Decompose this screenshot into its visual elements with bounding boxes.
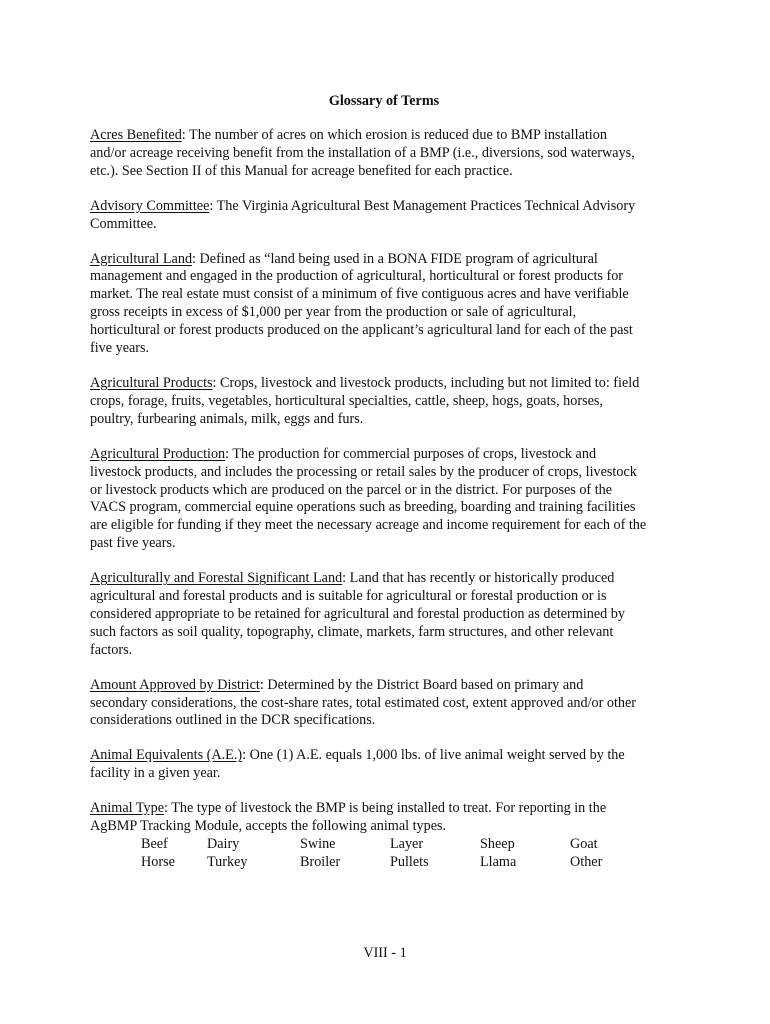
entry-line: [90, 322, 690, 340]
definition-text: horticultural or forest products produced on the applicant’s agricultural land for each of the past: [90, 322, 633, 339]
entry-line: [90, 268, 690, 286]
glossary-entry: [90, 446, 690, 553]
definition-text: facility in a given year.: [90, 765, 221, 782]
glossary-term: Animal Type: [90, 800, 165, 817]
entry-line: [90, 411, 690, 429]
entry-line: [90, 818, 690, 836]
definition-text: considered appropriate to be retained for agricultural and forestal production as determined by: [90, 605, 625, 622]
glossary-term: Advisory Committee: [90, 197, 210, 214]
entry-line: [90, 304, 690, 322]
glossary-page: [90, 92, 690, 872]
entry-line: [90, 464, 690, 482]
entry-line: [90, 446, 690, 464]
animal-types-row: [90, 836, 690, 854]
page-number: VIII - 1: [363, 945, 407, 961]
glossary-entry: [90, 251, 690, 358]
entry-line: [90, 517, 690, 535]
entry-line: [90, 482, 690, 500]
definition-text: and/or acreage receiving benefit from the installation of a BMP (i.e., diversions, sod waterways,: [90, 144, 635, 161]
glossary-term: Agricultural Products: [90, 374, 213, 391]
animal-type: Layer: [390, 836, 424, 852]
animal-type: Llama: [480, 853, 517, 870]
definition-text: such factors as soil quality, topography, climate, markets, farm structures, and other relevant: [90, 623, 614, 640]
entry-line: [90, 588, 690, 606]
glossary-term: Animal Equivalents (A.E.): [90, 747, 243, 764]
entry-line: [90, 286, 690, 304]
definition-text: : The type of livestock the BMP is being installed to treat. For reporting in the: [164, 800, 607, 817]
entry-line: [90, 712, 690, 730]
definition-text: Committee.: [90, 215, 157, 232]
definition-text: : Defined as “land being used in a BONA FIDE program of agricultural: [192, 250, 598, 267]
glossary-entry: [90, 570, 690, 660]
entry-line: [90, 216, 690, 234]
glossary-entry: [90, 198, 690, 234]
animal-type: Swine: [300, 836, 336, 852]
animal-type: Broiler: [300, 853, 341, 870]
definition-text: or livestock products which are produced on the parcel or in the district. For purposes of the: [90, 481, 613, 498]
entry-line: [90, 393, 690, 411]
animal-types-row: [90, 854, 690, 872]
entry-line: [90, 695, 690, 713]
definition-text: VACS program, commercial equine operations such as breeding, boarding and training facilities: [90, 499, 636, 516]
animal-type: Other: [570, 853, 603, 870]
entry-line: [90, 642, 690, 660]
definition-text: crops, forage, fruits, vegetables, horticultural specialties, cattle, sheep, hogs, goats, horses,: [90, 392, 603, 409]
animal-type: Dairy: [207, 836, 240, 852]
glossary-term: Agricultural Land: [90, 250, 193, 267]
glossary-term: Amount Approved by District: [90, 676, 260, 693]
definition-text: agricultural and forestal products and is suitable for agricultural or forestal production or is: [90, 588, 607, 605]
glossary-term: Agricultural Production: [90, 445, 226, 462]
glossary-entry: [90, 800, 690, 836]
definition-text: : Determined by the District Board based on primary and: [259, 676, 584, 693]
animal-type: Pullets: [390, 853, 429, 870]
definition-text: : The production for commercial purposes of crops, livestock and: [225, 445, 597, 462]
definition-text: AgBMP Tracking Module, accepts the following animal types.: [90, 818, 447, 835]
definition-text: : The number of acres on which erosion is reduced due to BMP installation: [181, 127, 607, 143]
definition-text: are eligible for funding if they meet the necessary acreage and income requirement for each of the: [90, 517, 647, 534]
entry-line: [90, 145, 690, 163]
glossary-entry: [90, 677, 690, 731]
entry-line: [90, 163, 690, 181]
entry-line: [90, 375, 690, 393]
animal-type: Beef: [141, 836, 168, 852]
animal-type: Horse: [141, 853, 175, 870]
entry-line: [90, 127, 690, 145]
definition-text: market. The real estate must consist of a minimum of five contiguous acres and have verifiable: [90, 286, 629, 303]
entry-line: [90, 677, 690, 695]
definition-text: past five years.: [90, 535, 176, 552]
entry-line: [90, 340, 690, 358]
definition-text: : Land that has recently or historically produced: [342, 570, 615, 587]
glossary-entry: [90, 375, 690, 429]
definition-text: gross receipts in excess of $1,000 per year from the production or sale of agricultural,: [90, 304, 577, 321]
glossary-term: Agriculturally and Forestal Significant Land: [90, 570, 343, 587]
entry-line: [90, 800, 690, 818]
animal-type: Turkey: [207, 853, 248, 870]
definition-text: secondary considerations, the cost-share rates, total estimated cost, extent approved and/or other: [90, 694, 637, 711]
entry-line: [90, 198, 690, 216]
definition-text: five years.: [90, 340, 150, 357]
entry-line: [90, 535, 690, 553]
glossary-entry: [90, 747, 690, 783]
animal-type: Goat: [570, 836, 598, 852]
glossary-entry: [90, 127, 690, 181]
glossary-term: Acres Benefited: [90, 127, 182, 143]
page-title: Glossary of Terms: [328, 93, 440, 109]
definition-text: : One (1) A.E. equals 1,000 lbs. of live animal weight served by the: [242, 747, 625, 764]
entry-line: [90, 570, 690, 588]
definition-text: considerations outlined in the DCR specifications.: [90, 712, 376, 729]
definition-text: etc.). See Section II of this Manual for acreage benefited for each practice.: [90, 162, 513, 179]
definition-text: : The Virginia Agricultural Best Management Practices Technical Advisory: [209, 197, 636, 214]
entry-line: [90, 606, 690, 624]
entry-line: [90, 499, 690, 517]
definition-text: : Crops, livestock and livestock products, including but not limited to: field: [212, 374, 640, 391]
entry-line: [90, 251, 690, 269]
entry-line: [90, 624, 690, 642]
entry-line: [90, 765, 690, 783]
definition-text: factors.: [90, 641, 133, 658]
animal-types-table: [90, 836, 690, 872]
glossary-entries: [90, 127, 690, 836]
definition-text: poultry, furbearing animals, milk, eggs and furs.: [90, 410, 364, 427]
definition-text: livestock products, and includes the processing or retail sales by the producer of crops, livestock: [90, 463, 637, 480]
entry-line: [90, 747, 690, 765]
animal-type: Sheep: [480, 836, 515, 852]
definition-text: management and engaged in the production of agricultural, horticultural or forest products for: [90, 268, 624, 285]
